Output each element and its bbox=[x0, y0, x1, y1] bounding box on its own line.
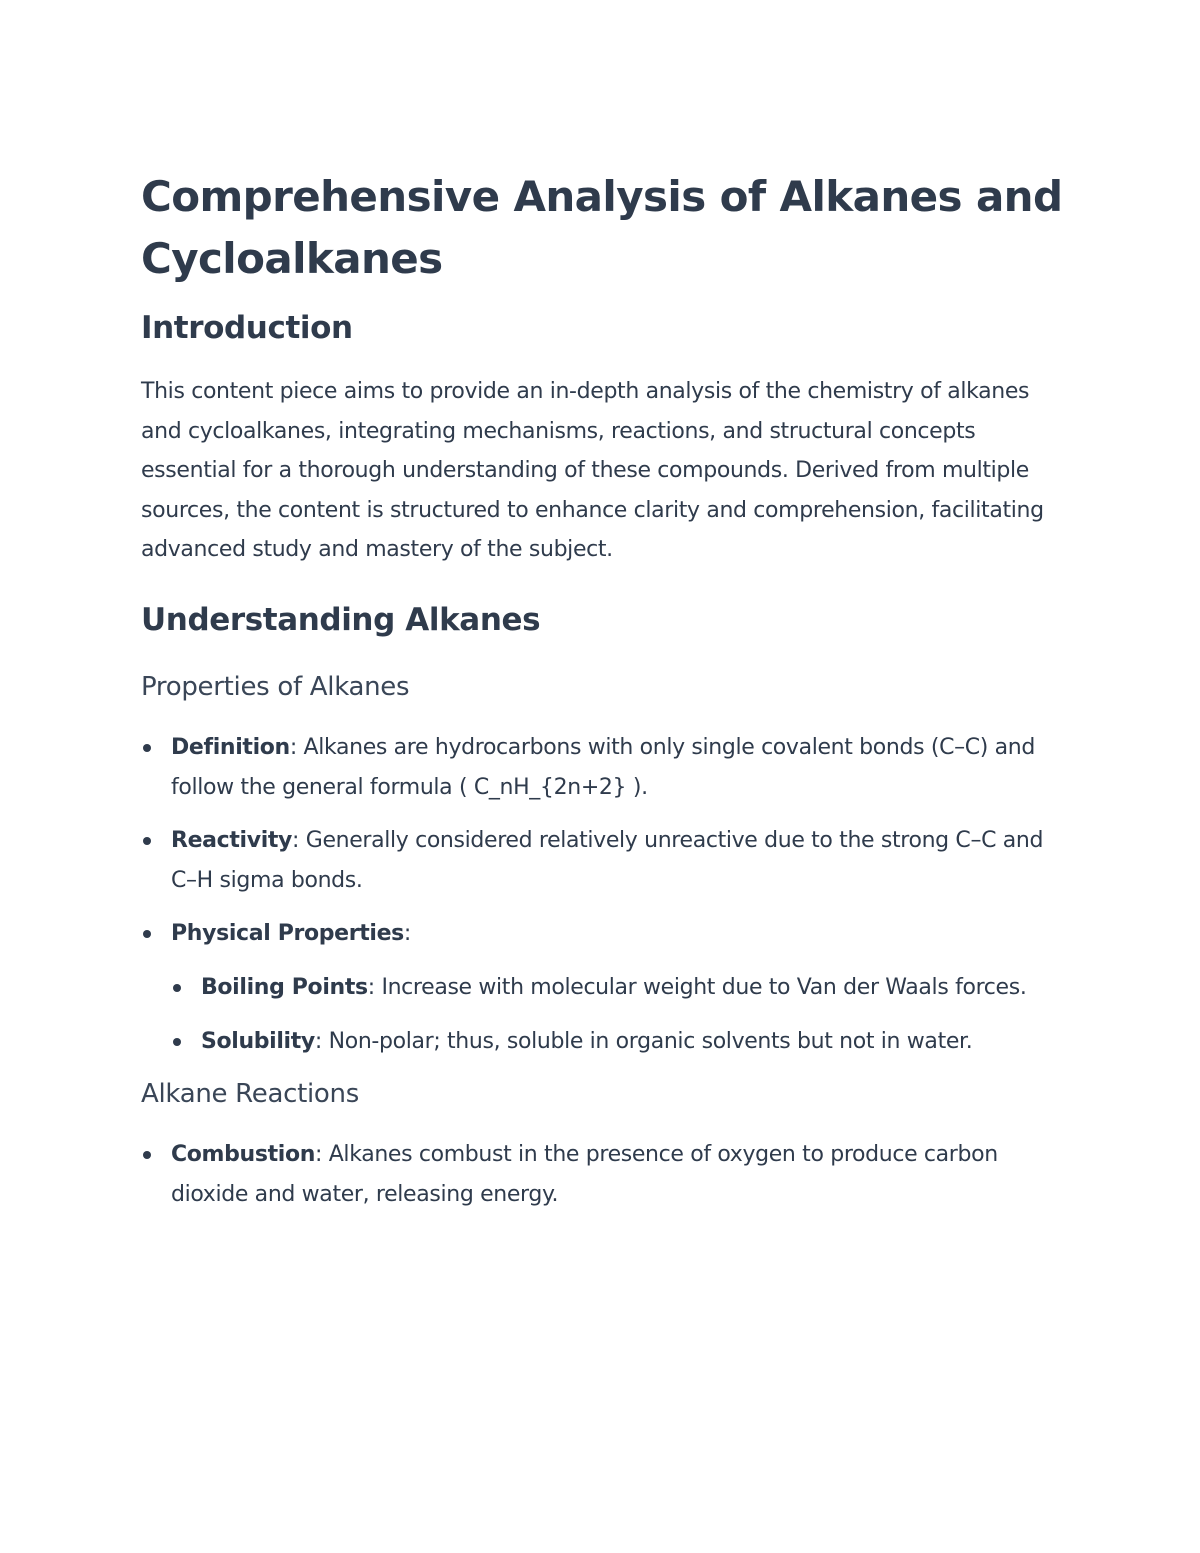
list-item-term: Reactivity bbox=[171, 828, 293, 854]
document-title: Comprehensive Analysis of Alkanes and Cycloalkanes bbox=[141, 172, 1063, 283]
list-item-reactivity bbox=[141, 821, 1066, 900]
list-item-term: Combustion bbox=[171, 1142, 316, 1168]
bullet-icon bbox=[143, 744, 151, 752]
reactions-list bbox=[141, 1135, 1066, 1214]
list-item-text: : Increase with molecular weight due to Van der Waals forces. bbox=[367, 974, 1027, 1000]
list-item-text: : Alkanes are hydrocarbons with only single covalent bonds (C–C) and follow the general formula ( C_nH_{2n+2} ). bbox=[171, 734, 1035, 800]
list-item-definition bbox=[141, 728, 1066, 807]
list-item-text: : Non-polar; thus, soluble in organic solvents but not in water. bbox=[314, 1028, 973, 1054]
introduction-paragraph: This content piece aims to provide an in-depth analysis of the chemistry of alkanes and cycloalkanes, integrating mechanisms, reactions, and structural concepts essential for a thorough understanding of these compounds. Derived from multiple sources, the content is structured to enhance clarity and comprehension, facilitating advanced study and mastery of the subject. bbox=[141, 379, 1044, 563]
bullet-icon bbox=[143, 837, 151, 845]
physical-properties-sublist bbox=[171, 968, 1066, 1061]
list-item-term: Physical Properties bbox=[171, 921, 404, 947]
list-item-term: Boiling Points bbox=[201, 974, 368, 1000]
document-page bbox=[141, 166, 1066, 1214]
reactions-heading: Alkane Reactions bbox=[141, 1079, 359, 1110]
list-item-combustion bbox=[141, 1135, 1066, 1214]
bullet-icon bbox=[143, 1151, 151, 1159]
understanding-alkanes-heading: Understanding Alkanes bbox=[141, 601, 541, 638]
list-item-boiling-points bbox=[171, 968, 1066, 1008]
introduction-heading: Introduction bbox=[141, 310, 353, 346]
list-item-solubility bbox=[171, 1022, 1066, 1062]
list-item-text: : bbox=[403, 921, 411, 947]
bullet-icon bbox=[173, 1038, 181, 1046]
list-item-text: : Generally considered relatively unreactive due to the strong C–C and C–H sigma bonds. bbox=[171, 828, 1044, 893]
bullet-icon bbox=[143, 930, 151, 938]
properties-heading: Properties of Alkanes bbox=[141, 671, 410, 702]
properties-list bbox=[141, 728, 1066, 1061]
bullet-icon bbox=[173, 984, 181, 992]
list-item-term: Solubility bbox=[201, 1028, 315, 1054]
list-item-term: Definition bbox=[171, 734, 290, 760]
list-item-physical-properties bbox=[141, 914, 1066, 1061]
list-item-text: : Alkanes combust in the presence of oxygen to produce carbon dioxide and water, releasing energy. bbox=[171, 1142, 998, 1207]
